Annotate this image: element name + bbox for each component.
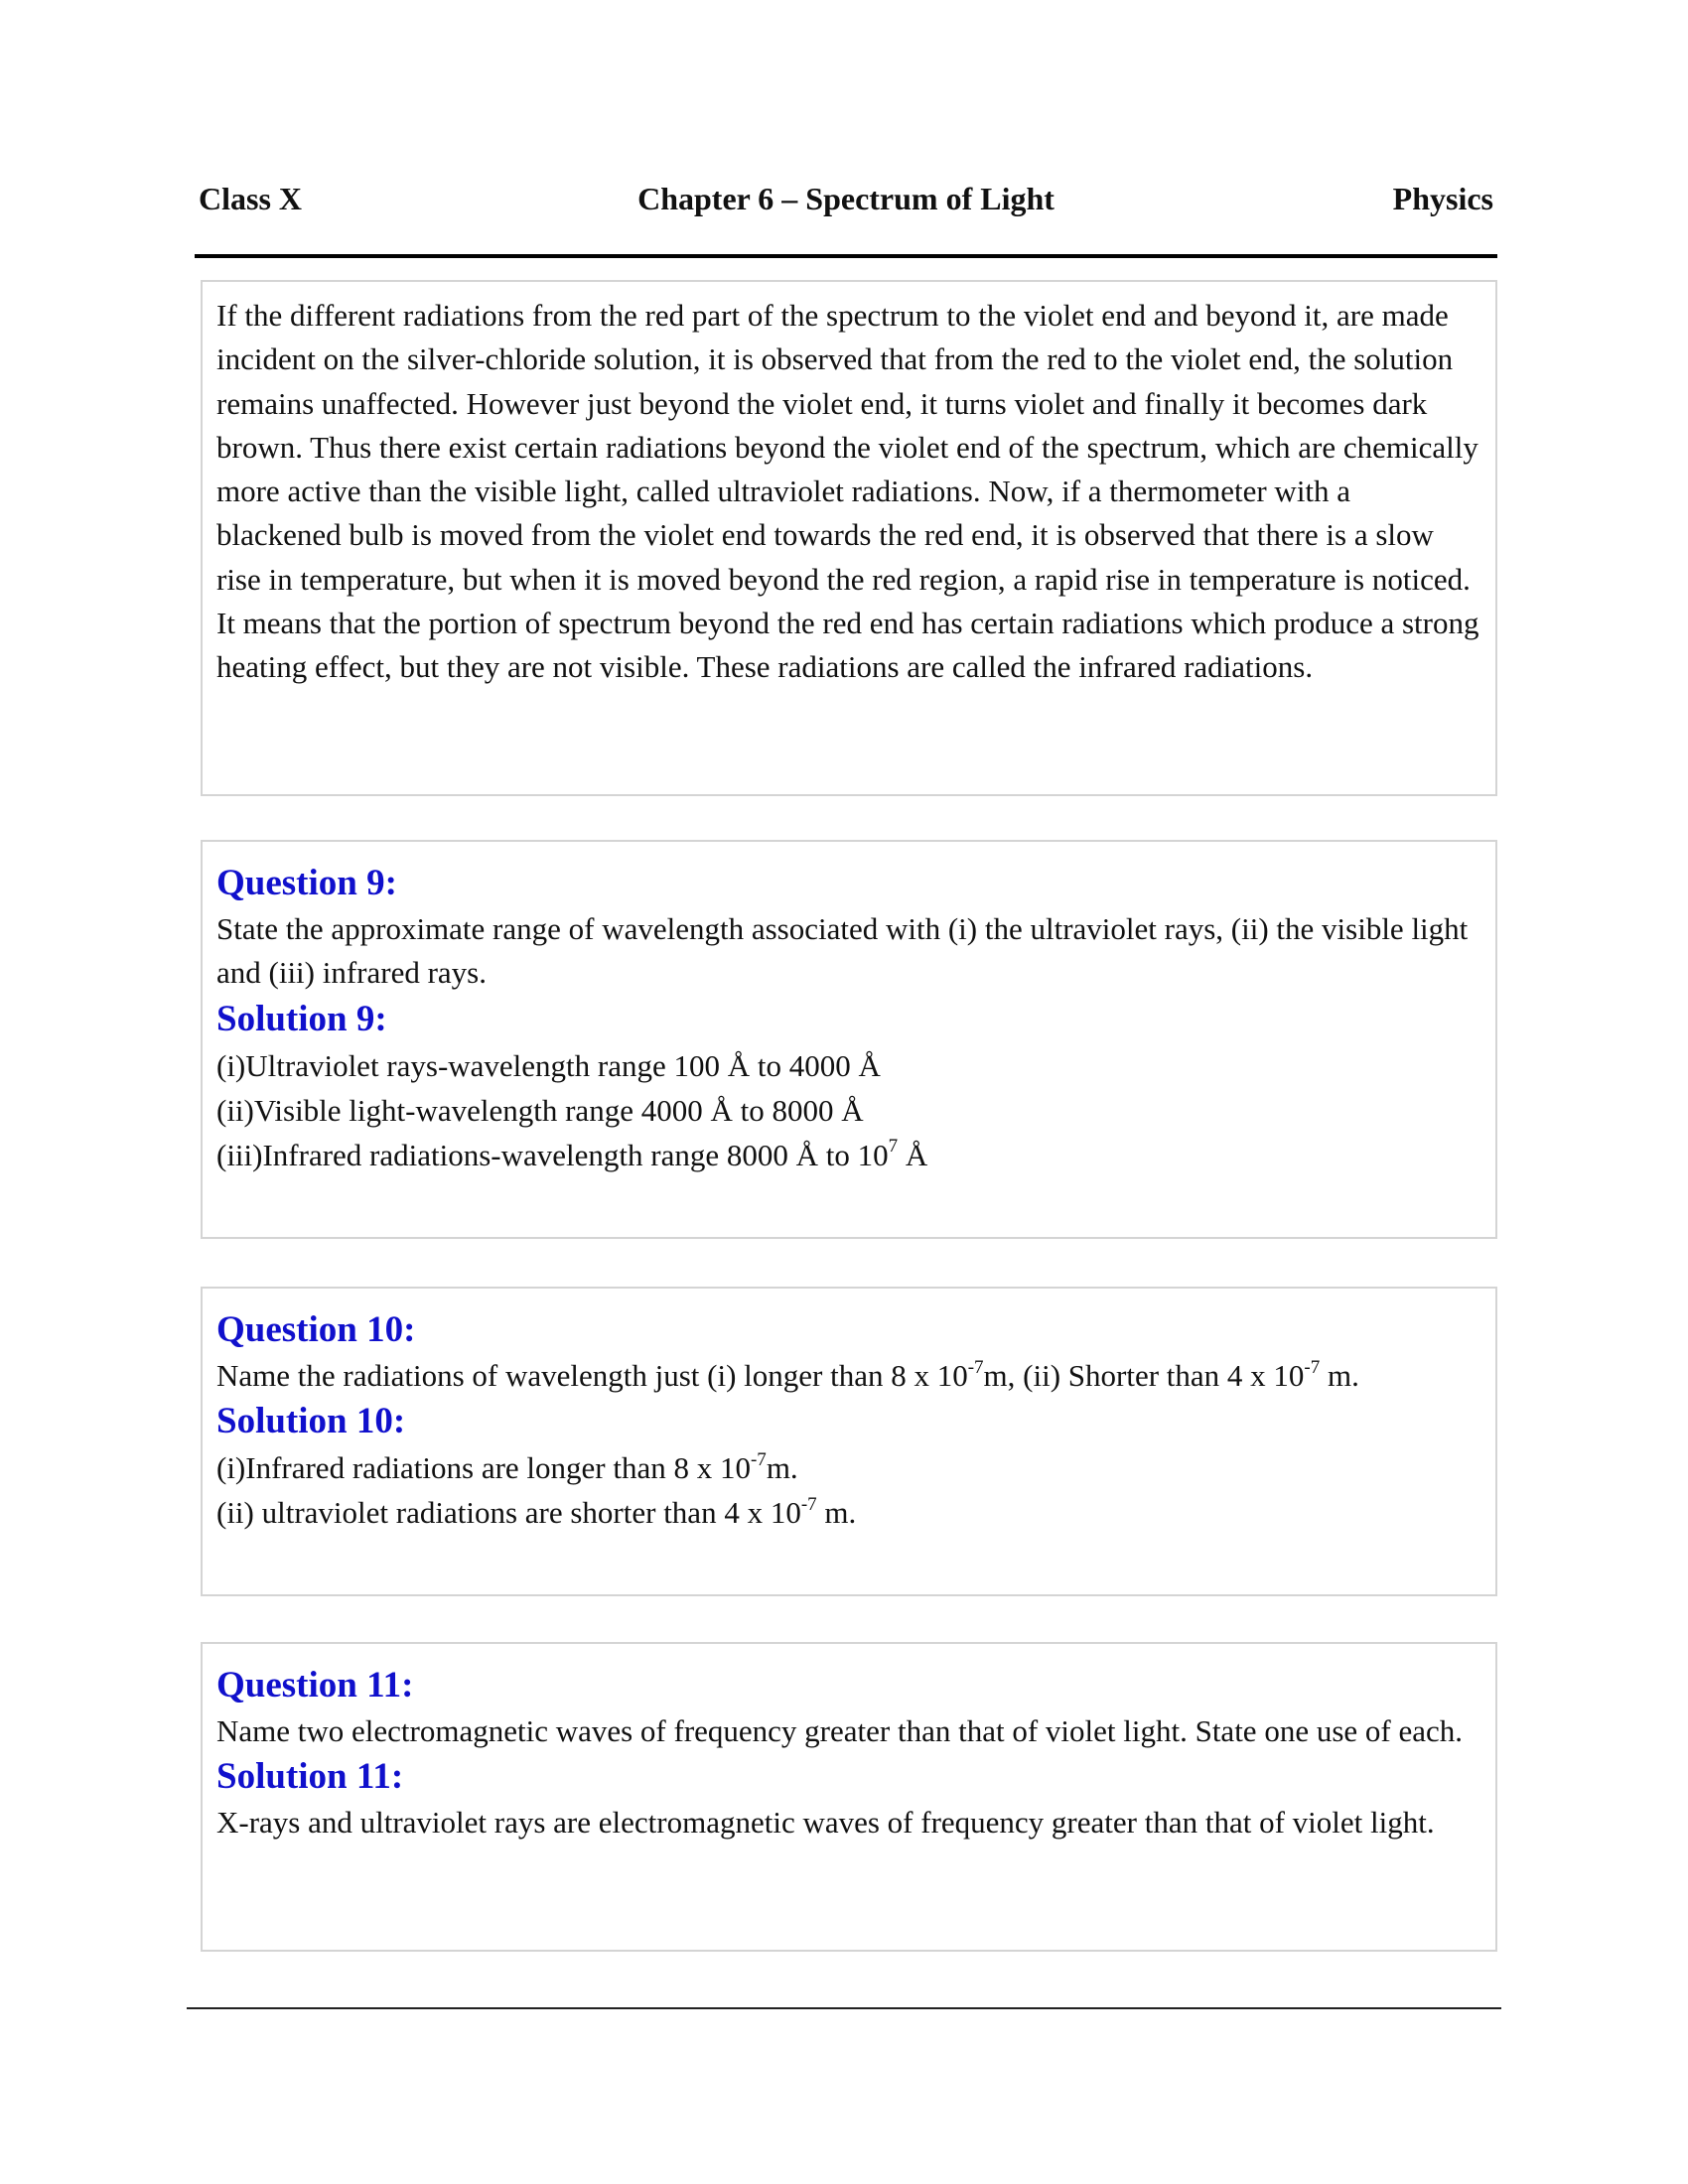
footer-divider [187, 2007, 1501, 2009]
solution-9-line-3-text: (iii)Infrared radiations-wavelength range 8000 Å to 10 [216, 1137, 889, 1172]
header-subject: Physics [1392, 181, 1493, 216]
question-10-exponent-1: -7 [967, 1356, 984, 1378]
intro-paragraph: If the different radiations from the red part of the spectrum to the violet end and beyond it, are made incident on the silver-chloride solution, it is observed that from the red to the violet end, the solution remains unaffected. However just beyond the violet end, it turns violet and finally it becomes dark brown. Thus there exist certain radiations beyond the violet end of the spectrum, which are chemically more active than the visible light, called ultraviolet radiations. Now, if a thermometer with a blackened bulb is moved from the violet end towards the red end, it is observed that there is a slow rise in temperature, but when it is moved beyond the red region, a rapid rise in temperature is noticed. It means that the portion of spectrum beyond the red end has certain radiations which produce a strong heating effect, but they are not visible. These radiations are called the infrared radiations. [216, 298, 1479, 685]
solution-10-line-1-text: (i)Infrared radiations are longer than 8 x 10 [216, 1450, 751, 1486]
solution-11-answer: X-rays and ultraviolet rays are electromagnetic waves of frequency greater than that of violet light. [216, 1805, 1435, 1841]
question-11-box [201, 1642, 1497, 1952]
question-10-exponent-2: -7 [1304, 1356, 1321, 1378]
question-11-title: Question 11: [216, 1665, 414, 1706]
header-chapter: Chapter 6 – Spectrum of Light [637, 181, 1055, 216]
question-9-box [201, 840, 1497, 1239]
question-10-text [216, 1354, 1481, 1398]
question-10-text-a: Name the radiations of wavelength just (i) longer than 8 x 10 [216, 1358, 968, 1393]
question-10-title: Question 10: [216, 1309, 416, 1350]
solution-10-line-1-exponent: -7 [750, 1448, 767, 1470]
question-10-text-b: m, (ii) Shorter than 4 x 10 [983, 1358, 1305, 1393]
solution-11-title: Solution 11: [216, 1756, 404, 1798]
solution-9-title: Solution 9: [216, 998, 387, 1039]
solution-10-line-1 [216, 1445, 1481, 1490]
question-10-box [201, 1287, 1497, 1596]
header-divider [195, 254, 1497, 258]
solution-10-line-2-text: (ii) ultraviolet radiations are shorter than 4 x 10 [216, 1495, 801, 1531]
solution-9-line-1: (i)Ultraviolet rays-wavelength range 100 Å to 4000 Å [216, 1047, 881, 1083]
header-class: Class X [199, 181, 303, 216]
solution-10-line-2-unit: m. [816, 1495, 857, 1531]
solution-9-line-3-unit: Å [898, 1137, 928, 1172]
question-9-text: State the approximate range of wavelength associated with (i) the ultraviolet rays, (ii) the visible light and (iii) infrared rays. [216, 911, 1469, 991]
page-header [199, 175, 1493, 222]
solution-9-line-3-exponent: 7 [888, 1136, 899, 1158]
solution-10-title: Solution 10: [216, 1401, 406, 1442]
solution-10-line-1-unit: m. [766, 1450, 798, 1486]
solution-10-line-2-exponent: -7 [800, 1493, 817, 1515]
solution-9-line-3 [216, 1133, 1481, 1177]
solution-9-line-2: (ii)Visible light-wavelength range 4000 Å to 8000 Å [216, 1092, 864, 1128]
intro-box [201, 280, 1497, 796]
question-9-title: Question 9: [216, 863, 397, 903]
question-10-text-c: m. [1320, 1358, 1359, 1393]
solution-10-line-2 [216, 1490, 1481, 1535]
question-11-text: Name two electromagnetic waves of frequency greater than that of violet light. State one use of each. [216, 1713, 1464, 1748]
